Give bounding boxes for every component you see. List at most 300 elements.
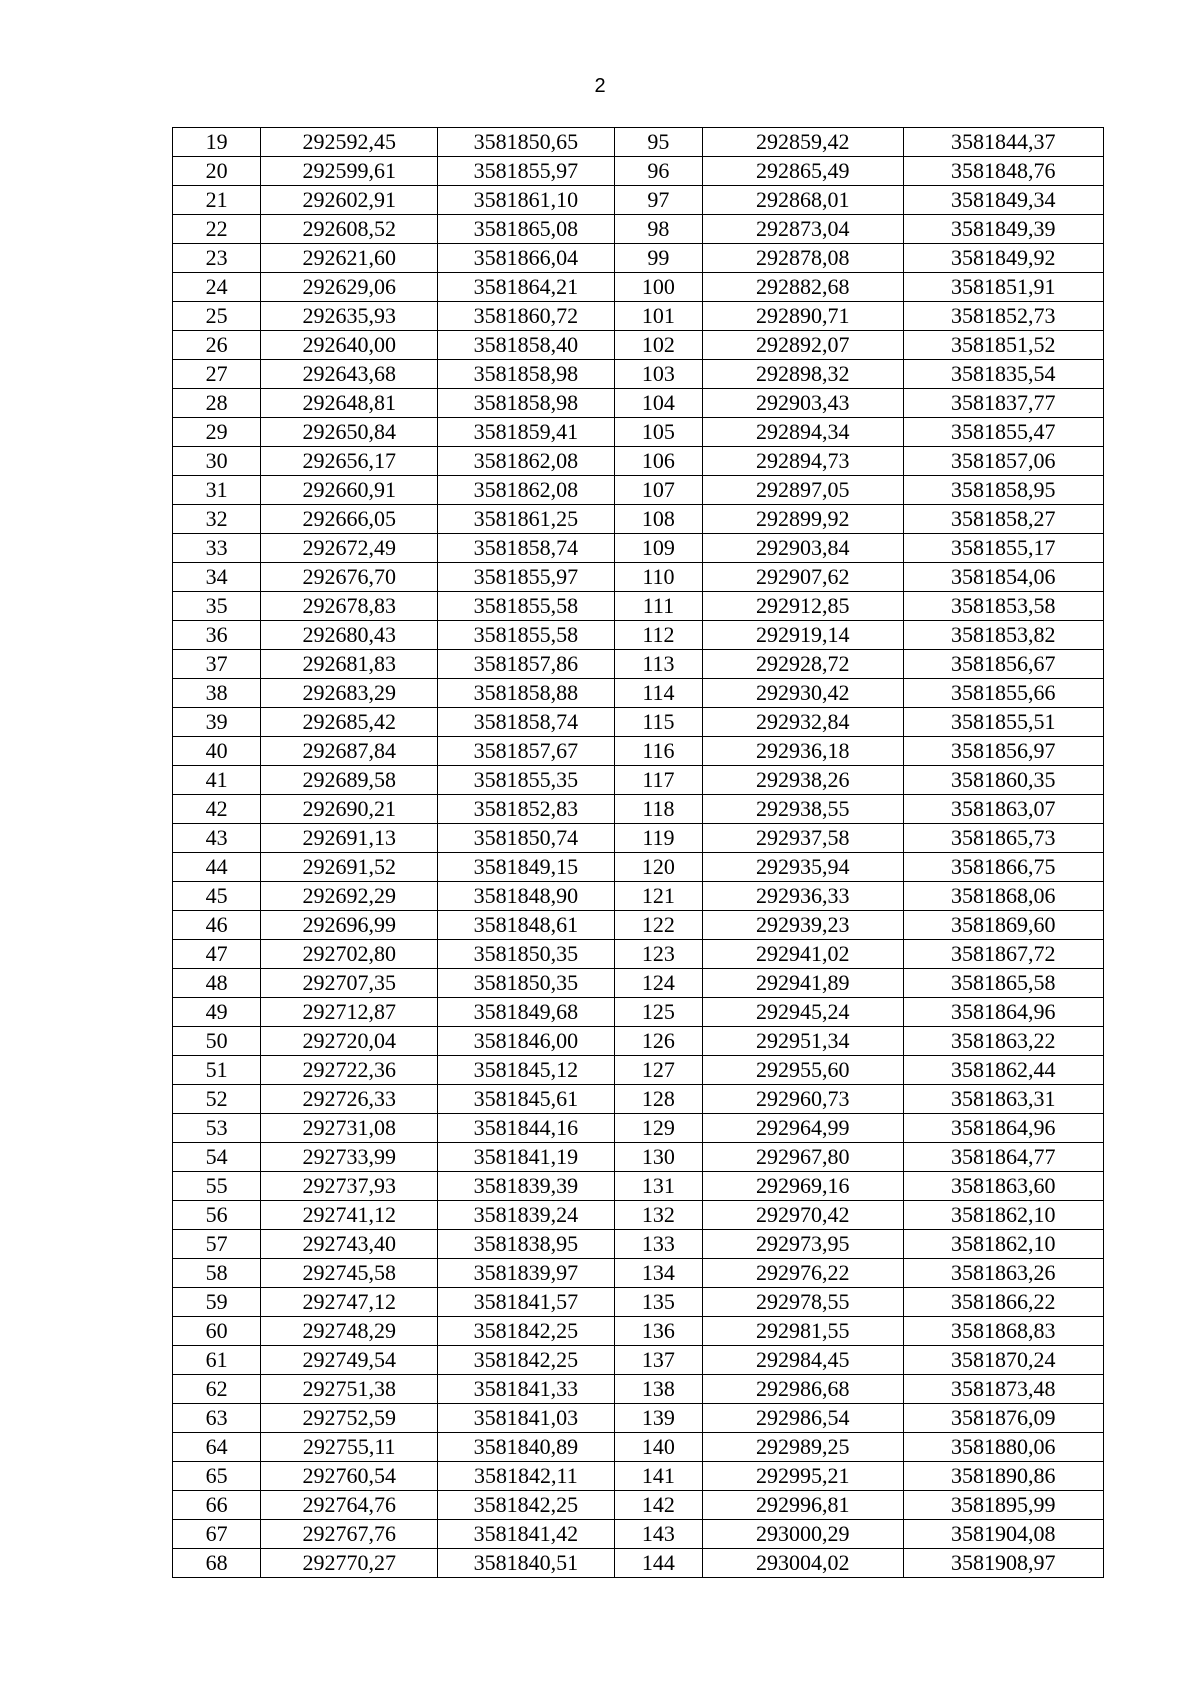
y-coordinate-cell: 3581838,95 [438,1230,615,1259]
x-coordinate-cell: 292868,01 [703,186,903,215]
y-coordinate-cell: 3581863,26 [903,1259,1103,1288]
y-coordinate-cell: 3581870,24 [903,1346,1103,1375]
y-coordinate-cell: 3581854,06 [903,563,1103,592]
point-number-cell: 129 [614,1114,702,1143]
y-coordinate-cell: 3581842,25 [438,1491,615,1520]
x-coordinate-cell: 292939,23 [703,911,903,940]
y-coordinate-cell: 3581865,58 [903,969,1103,998]
point-number-cell: 140 [614,1433,702,1462]
point-number-cell: 122 [614,911,702,940]
point-number-cell: 43 [173,824,261,853]
x-coordinate-cell: 292938,26 [703,766,903,795]
coordinates-table-body [173,128,1104,1578]
table-row [173,157,1104,186]
y-coordinate-cell: 3581850,35 [438,969,615,998]
y-coordinate-cell: 3581863,60 [903,1172,1103,1201]
point-number-cell: 63 [173,1404,261,1433]
x-coordinate-cell: 292741,12 [261,1201,438,1230]
table-row [173,679,1104,708]
x-coordinate-cell: 292873,04 [703,215,903,244]
table-row [173,1172,1104,1201]
point-number-cell: 33 [173,534,261,563]
point-number-cell: 30 [173,447,261,476]
x-coordinate-cell: 292640,00 [261,331,438,360]
point-number-cell: 57 [173,1230,261,1259]
x-coordinate-cell: 292897,05 [703,476,903,505]
table-row [173,1520,1104,1549]
y-coordinate-cell: 3581864,21 [438,273,615,302]
x-coordinate-cell: 292731,08 [261,1114,438,1143]
y-coordinate-cell: 3581862,10 [903,1201,1103,1230]
x-coordinate-cell: 292592,45 [261,128,438,157]
x-coordinate-cell: 292865,49 [703,157,903,186]
point-number-cell: 29 [173,418,261,447]
x-coordinate-cell: 292960,73 [703,1085,903,1114]
point-number-cell: 97 [614,186,702,215]
point-number-cell: 47 [173,940,261,969]
table-row [173,1288,1104,1317]
y-coordinate-cell: 3581846,00 [438,1027,615,1056]
point-number-cell: 21 [173,186,261,215]
x-coordinate-cell: 292955,60 [703,1056,903,1085]
x-coordinate-cell: 292978,55 [703,1288,903,1317]
table-row [173,1259,1104,1288]
x-coordinate-cell: 292945,24 [703,998,903,1027]
y-coordinate-cell: 3581852,83 [438,795,615,824]
x-coordinate-cell: 292691,13 [261,824,438,853]
y-coordinate-cell: 3581848,90 [438,882,615,911]
point-number-cell: 107 [614,476,702,505]
x-coordinate-cell: 292696,99 [261,911,438,940]
x-coordinate-cell: 292747,12 [261,1288,438,1317]
table-row [173,882,1104,911]
point-number-cell: 108 [614,505,702,534]
table-row [173,215,1104,244]
y-coordinate-cell: 3581861,25 [438,505,615,534]
y-coordinate-cell: 3581859,41 [438,418,615,447]
table-row [173,621,1104,650]
table-row [173,186,1104,215]
x-coordinate-cell: 292932,84 [703,708,903,737]
y-coordinate-cell: 3581862,08 [438,447,615,476]
x-coordinate-cell: 292941,02 [703,940,903,969]
y-coordinate-cell: 3581864,96 [903,998,1103,1027]
y-coordinate-cell: 3581867,72 [903,940,1103,969]
y-coordinate-cell: 3581853,82 [903,621,1103,650]
point-number-cell: 113 [614,650,702,679]
y-coordinate-cell: 3581880,06 [903,1433,1103,1462]
x-coordinate-cell: 292898,32 [703,360,903,389]
y-coordinate-cell: 3581873,48 [903,1375,1103,1404]
point-number-cell: 28 [173,389,261,418]
table-row [173,128,1104,157]
x-coordinate-cell: 292666,05 [261,505,438,534]
point-number-cell: 50 [173,1027,261,1056]
point-number-cell: 98 [614,215,702,244]
x-coordinate-cell: 292930,42 [703,679,903,708]
y-coordinate-cell: 3581860,72 [438,302,615,331]
y-coordinate-cell: 3581862,44 [903,1056,1103,1085]
y-coordinate-cell: 3581849,34 [903,186,1103,215]
table-row [173,476,1104,505]
y-coordinate-cell: 3581852,73 [903,302,1103,331]
x-coordinate-cell: 292936,33 [703,882,903,911]
x-coordinate-cell: 292687,84 [261,737,438,766]
point-number-cell: 62 [173,1375,261,1404]
x-coordinate-cell: 292951,34 [703,1027,903,1056]
x-coordinate-cell: 292712,87 [261,998,438,1027]
y-coordinate-cell: 3581856,67 [903,650,1103,679]
point-number-cell: 126 [614,1027,702,1056]
x-coordinate-cell: 292764,76 [261,1491,438,1520]
table-row [173,1462,1104,1491]
y-coordinate-cell: 3581857,86 [438,650,615,679]
x-coordinate-cell: 292722,36 [261,1056,438,1085]
x-coordinate-cell: 292903,84 [703,534,903,563]
y-coordinate-cell: 3581855,97 [438,563,615,592]
table-row [173,824,1104,853]
table-row [173,592,1104,621]
x-coordinate-cell: 292941,89 [703,969,903,998]
y-coordinate-cell: 3581850,74 [438,824,615,853]
table-row [173,940,1104,969]
point-number-cell: 141 [614,1462,702,1491]
y-coordinate-cell: 3581841,19 [438,1143,615,1172]
table-row [173,273,1104,302]
y-coordinate-cell: 3581868,83 [903,1317,1103,1346]
y-coordinate-cell: 3581866,75 [903,853,1103,882]
x-coordinate-cell: 292599,61 [261,157,438,186]
y-coordinate-cell: 3581858,98 [438,360,615,389]
x-coordinate-cell: 292692,29 [261,882,438,911]
x-coordinate-cell: 292938,55 [703,795,903,824]
x-coordinate-cell: 292970,42 [703,1201,903,1230]
x-coordinate-cell: 292602,91 [261,186,438,215]
x-coordinate-cell: 292702,80 [261,940,438,969]
x-coordinate-cell: 292745,58 [261,1259,438,1288]
y-coordinate-cell: 3581840,51 [438,1549,615,1578]
point-number-cell: 52 [173,1085,261,1114]
point-number-cell: 143 [614,1520,702,1549]
table-row [173,1143,1104,1172]
x-coordinate-cell: 292690,21 [261,795,438,824]
x-coordinate-cell: 292678,83 [261,592,438,621]
point-number-cell: 64 [173,1433,261,1462]
point-number-cell: 136 [614,1317,702,1346]
y-coordinate-cell: 3581856,97 [903,737,1103,766]
x-coordinate-cell: 292878,08 [703,244,903,273]
point-number-cell: 112 [614,621,702,650]
x-coordinate-cell: 292894,73 [703,447,903,476]
x-coordinate-cell: 292660,91 [261,476,438,505]
y-coordinate-cell: 3581842,25 [438,1317,615,1346]
table-row [173,1085,1104,1114]
point-number-cell: 110 [614,563,702,592]
x-coordinate-cell: 292691,52 [261,853,438,882]
table-row [173,1491,1104,1520]
point-number-cell: 109 [614,534,702,563]
x-coordinate-cell: 292755,11 [261,1433,438,1462]
y-coordinate-cell: 3581858,74 [438,708,615,737]
point-number-cell: 53 [173,1114,261,1143]
table-row [173,969,1104,998]
point-number-cell: 128 [614,1085,702,1114]
point-number-cell: 120 [614,853,702,882]
point-number-cell: 44 [173,853,261,882]
table-row [173,708,1104,737]
point-number-cell: 111 [614,592,702,621]
point-number-cell: 134 [614,1259,702,1288]
x-coordinate-cell: 292643,68 [261,360,438,389]
table-row [173,998,1104,1027]
y-coordinate-cell: 3581850,35 [438,940,615,969]
point-number-cell: 123 [614,940,702,969]
table-row [173,534,1104,563]
point-number-cell: 54 [173,1143,261,1172]
point-number-cell: 38 [173,679,261,708]
x-coordinate-cell: 292621,60 [261,244,438,273]
point-number-cell: 25 [173,302,261,331]
x-coordinate-cell: 292748,29 [261,1317,438,1346]
x-coordinate-cell: 292859,42 [703,128,903,157]
y-coordinate-cell: 3581858,88 [438,679,615,708]
point-number-cell: 142 [614,1491,702,1520]
point-number-cell: 139 [614,1404,702,1433]
x-coordinate-cell: 292899,92 [703,505,903,534]
x-coordinate-cell: 292912,85 [703,592,903,621]
x-coordinate-cell: 292635,93 [261,302,438,331]
point-number-cell: 65 [173,1462,261,1491]
point-number-cell: 117 [614,766,702,795]
x-coordinate-cell: 292936,18 [703,737,903,766]
y-coordinate-cell: 3581840,89 [438,1433,615,1462]
y-coordinate-cell: 3581855,17 [903,534,1103,563]
y-coordinate-cell: 3581855,66 [903,679,1103,708]
y-coordinate-cell: 3581863,07 [903,795,1103,824]
point-number-cell: 121 [614,882,702,911]
x-coordinate-cell: 292894,34 [703,418,903,447]
y-coordinate-cell: 3581855,35 [438,766,615,795]
table-row [173,302,1104,331]
table-row [173,911,1104,940]
y-coordinate-cell: 3581841,42 [438,1520,615,1549]
x-coordinate-cell: 292967,80 [703,1143,903,1172]
y-coordinate-cell: 3581890,86 [903,1462,1103,1491]
point-number-cell: 56 [173,1201,261,1230]
y-coordinate-cell: 3581849,68 [438,998,615,1027]
table-row [173,1027,1104,1056]
y-coordinate-cell: 3581868,06 [903,882,1103,911]
y-coordinate-cell: 3581858,74 [438,534,615,563]
point-number-cell: 133 [614,1230,702,1259]
y-coordinate-cell: 3581849,39 [903,215,1103,244]
x-coordinate-cell: 292689,58 [261,766,438,795]
y-coordinate-cell: 3581864,96 [903,1114,1103,1143]
y-coordinate-cell: 3581876,09 [903,1404,1103,1433]
point-number-cell: 135 [614,1288,702,1317]
y-coordinate-cell: 3581858,27 [903,505,1103,534]
table-row [173,1114,1104,1143]
point-number-cell: 66 [173,1491,261,1520]
y-coordinate-cell: 3581862,08 [438,476,615,505]
x-coordinate-cell: 292892,07 [703,331,903,360]
x-coordinate-cell: 292672,49 [261,534,438,563]
table-row [173,505,1104,534]
point-number-cell: 23 [173,244,261,273]
y-coordinate-cell: 3581855,51 [903,708,1103,737]
y-coordinate-cell: 3581848,76 [903,157,1103,186]
y-coordinate-cell: 3581863,22 [903,1027,1103,1056]
x-coordinate-cell: 292629,06 [261,273,438,302]
y-coordinate-cell: 3581837,77 [903,389,1103,418]
point-number-cell: 60 [173,1317,261,1346]
x-coordinate-cell: 292683,29 [261,679,438,708]
table-row [173,766,1104,795]
point-number-cell: 124 [614,969,702,998]
point-number-cell: 106 [614,447,702,476]
x-coordinate-cell: 292919,14 [703,621,903,650]
y-coordinate-cell: 3581863,31 [903,1085,1103,1114]
x-coordinate-cell: 292733,99 [261,1143,438,1172]
x-coordinate-cell: 292707,35 [261,969,438,998]
point-number-cell: 95 [614,128,702,157]
x-coordinate-cell: 292770,27 [261,1549,438,1578]
y-coordinate-cell: 3581855,58 [438,621,615,650]
x-coordinate-cell: 293000,29 [703,1520,903,1549]
x-coordinate-cell: 292650,84 [261,418,438,447]
x-coordinate-cell: 292973,95 [703,1230,903,1259]
y-coordinate-cell: 3581841,33 [438,1375,615,1404]
x-coordinate-cell: 292737,93 [261,1172,438,1201]
x-coordinate-cell: 292928,72 [703,650,903,679]
y-coordinate-cell: 3581851,91 [903,273,1103,302]
y-coordinate-cell: 3581858,40 [438,331,615,360]
y-coordinate-cell: 3581866,22 [903,1288,1103,1317]
point-number-cell: 48 [173,969,261,998]
point-number-cell: 67 [173,1520,261,1549]
x-coordinate-cell: 292986,54 [703,1404,903,1433]
y-coordinate-cell: 3581862,10 [903,1230,1103,1259]
y-coordinate-cell: 3581844,37 [903,128,1103,157]
x-coordinate-cell: 292976,22 [703,1259,903,1288]
x-coordinate-cell: 292608,52 [261,215,438,244]
y-coordinate-cell: 3581850,65 [438,128,615,157]
y-coordinate-cell: 3581865,73 [903,824,1103,853]
y-coordinate-cell: 3581857,67 [438,737,615,766]
x-coordinate-cell: 292726,33 [261,1085,438,1114]
y-coordinate-cell: 3581855,47 [903,418,1103,447]
point-number-cell: 130 [614,1143,702,1172]
point-number-cell: 132 [614,1201,702,1230]
point-number-cell: 138 [614,1375,702,1404]
x-coordinate-cell: 292882,68 [703,273,903,302]
y-coordinate-cell: 3581855,58 [438,592,615,621]
point-number-cell: 105 [614,418,702,447]
table-row [173,853,1104,882]
y-coordinate-cell: 3581839,39 [438,1172,615,1201]
point-number-cell: 49 [173,998,261,1027]
table-row [173,650,1104,679]
page-number: 2 [594,75,606,97]
y-coordinate-cell: 3581865,08 [438,215,615,244]
x-coordinate-cell: 292685,42 [261,708,438,737]
point-number-cell: 20 [173,157,261,186]
point-number-cell: 46 [173,911,261,940]
point-number-cell: 55 [173,1172,261,1201]
x-coordinate-cell: 292995,21 [703,1462,903,1491]
x-coordinate-cell: 292890,71 [703,302,903,331]
point-number-cell: 37 [173,650,261,679]
point-number-cell: 34 [173,563,261,592]
point-number-cell: 58 [173,1259,261,1288]
point-number-cell: 42 [173,795,261,824]
x-coordinate-cell: 292752,59 [261,1404,438,1433]
table-row [173,389,1104,418]
table-row [173,1056,1104,1085]
table-row [173,795,1104,824]
point-number-cell: 59 [173,1288,261,1317]
point-number-cell: 36 [173,621,261,650]
x-coordinate-cell: 292964,99 [703,1114,903,1143]
y-coordinate-cell: 3581842,25 [438,1346,615,1375]
y-coordinate-cell: 3581841,03 [438,1404,615,1433]
point-number-cell: 137 [614,1346,702,1375]
y-coordinate-cell: 3581845,12 [438,1056,615,1085]
point-number-cell: 127 [614,1056,702,1085]
point-number-cell: 45 [173,882,261,911]
point-number-cell: 102 [614,331,702,360]
y-coordinate-cell: 3581908,97 [903,1549,1103,1578]
y-coordinate-cell: 3581839,24 [438,1201,615,1230]
x-coordinate-cell: 292984,45 [703,1346,903,1375]
x-coordinate-cell: 292681,83 [261,650,438,679]
y-coordinate-cell: 3581841,57 [438,1288,615,1317]
y-coordinate-cell: 3581864,77 [903,1143,1103,1172]
point-number-cell: 118 [614,795,702,824]
x-coordinate-cell: 292767,76 [261,1520,438,1549]
point-number-cell: 104 [614,389,702,418]
table-row [173,1317,1104,1346]
coordinates-table [172,127,1104,1578]
y-coordinate-cell: 3581844,16 [438,1114,615,1143]
table-row [173,447,1104,476]
point-number-cell: 114 [614,679,702,708]
table-row [173,1549,1104,1578]
table-row [173,563,1104,592]
point-number-cell: 22 [173,215,261,244]
point-number-cell: 119 [614,824,702,853]
y-coordinate-cell: 3581858,95 [903,476,1103,505]
y-coordinate-cell: 3581861,10 [438,186,615,215]
point-number-cell: 144 [614,1549,702,1578]
y-coordinate-cell: 3581835,54 [903,360,1103,389]
table-row [173,1433,1104,1462]
table-row [173,418,1104,447]
table-row [173,1375,1104,1404]
point-number-cell: 40 [173,737,261,766]
x-coordinate-cell: 292720,04 [261,1027,438,1056]
y-coordinate-cell: 3581849,92 [903,244,1103,273]
point-number-cell: 26 [173,331,261,360]
point-number-cell: 51 [173,1056,261,1085]
y-coordinate-cell: 3581851,52 [903,331,1103,360]
point-number-cell: 27 [173,360,261,389]
table-row [173,737,1104,766]
x-coordinate-cell: 292986,68 [703,1375,903,1404]
table-row [173,244,1104,273]
x-coordinate-cell: 292937,58 [703,824,903,853]
table-row [173,331,1104,360]
